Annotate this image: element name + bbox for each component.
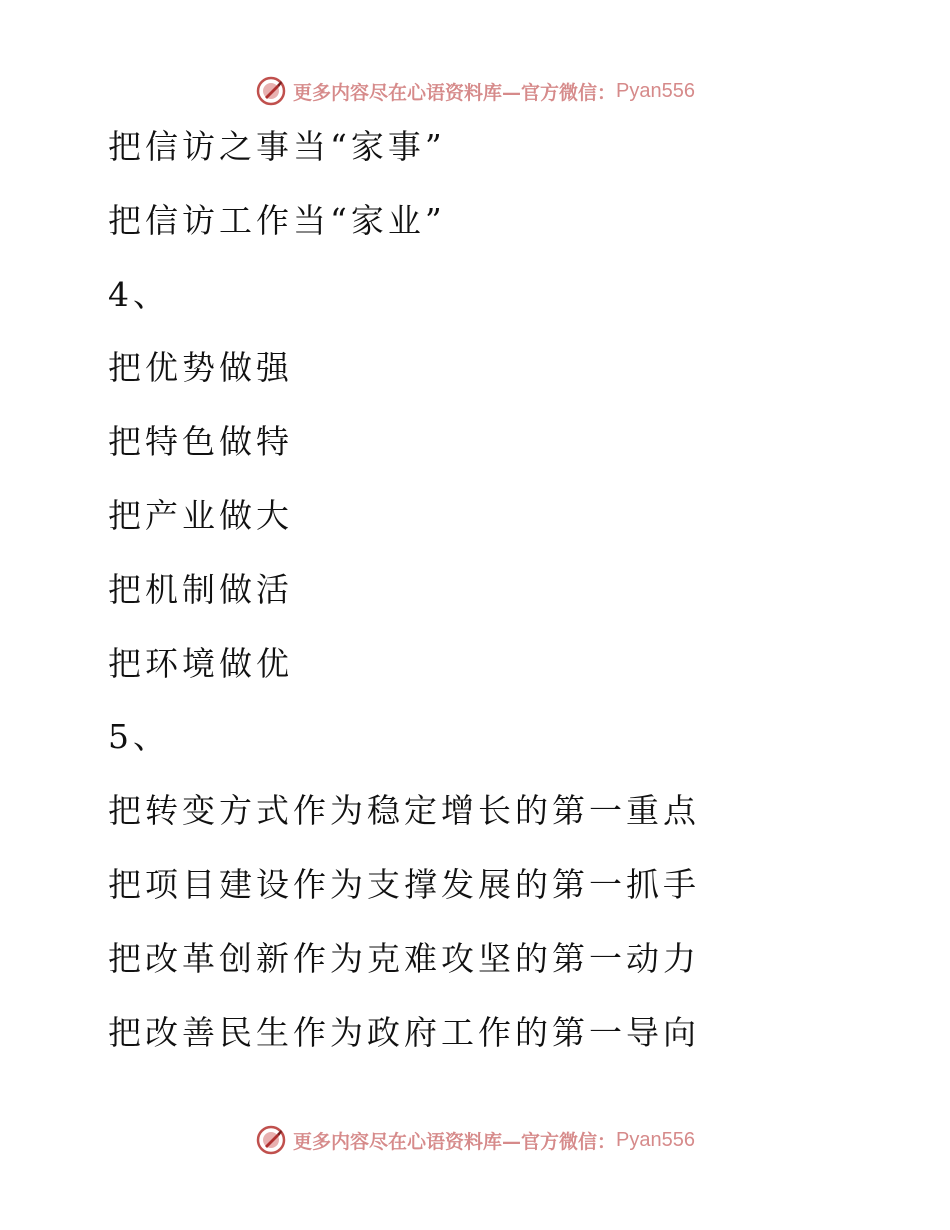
document-body (108, 118, 868, 1077)
text-line: 把改革创新作为克难攻坚的第一动力 (108, 938, 700, 978)
text-line: 把优势做强 (108, 348, 293, 388)
text-line: 把信访之事当“家事” (108, 127, 446, 166)
text-line: 把环境做优 (108, 643, 293, 683)
pen-nib-logo-icon (255, 1124, 287, 1156)
footer-watermark (0, 1120, 950, 1160)
section-number: 5、 (108, 717, 170, 757)
section-number: 4、 (108, 274, 170, 314)
watermark-wechat-id: Pyan556 (616, 1128, 695, 1151)
watermark-text: 更多内容尽在心语资料库—官方微信： (293, 1130, 617, 1153)
watermark-wechat-id: Pyan556 (616, 79, 695, 102)
text-line: 把产业做大 (108, 495, 293, 535)
text-line: 把信访工作当“家业” (108, 200, 446, 240)
header-watermark (0, 71, 950, 111)
watermark-text: 更多内容尽在心语资料库—官方微信： (293, 81, 617, 104)
pen-nib-logo-icon (255, 75, 287, 107)
text-line: 把特色做特 (108, 422, 293, 462)
text-line: 把机制做活 (108, 569, 293, 609)
text-line: 把转变方式作为稳定增长的第一重点 (108, 791, 700, 831)
text-line: 把项目建设作为支撑发展的第一抓手 (108, 864, 700, 904)
text-line: 把改善民生作为政府工作的第一导向 (108, 1012, 700, 1052)
